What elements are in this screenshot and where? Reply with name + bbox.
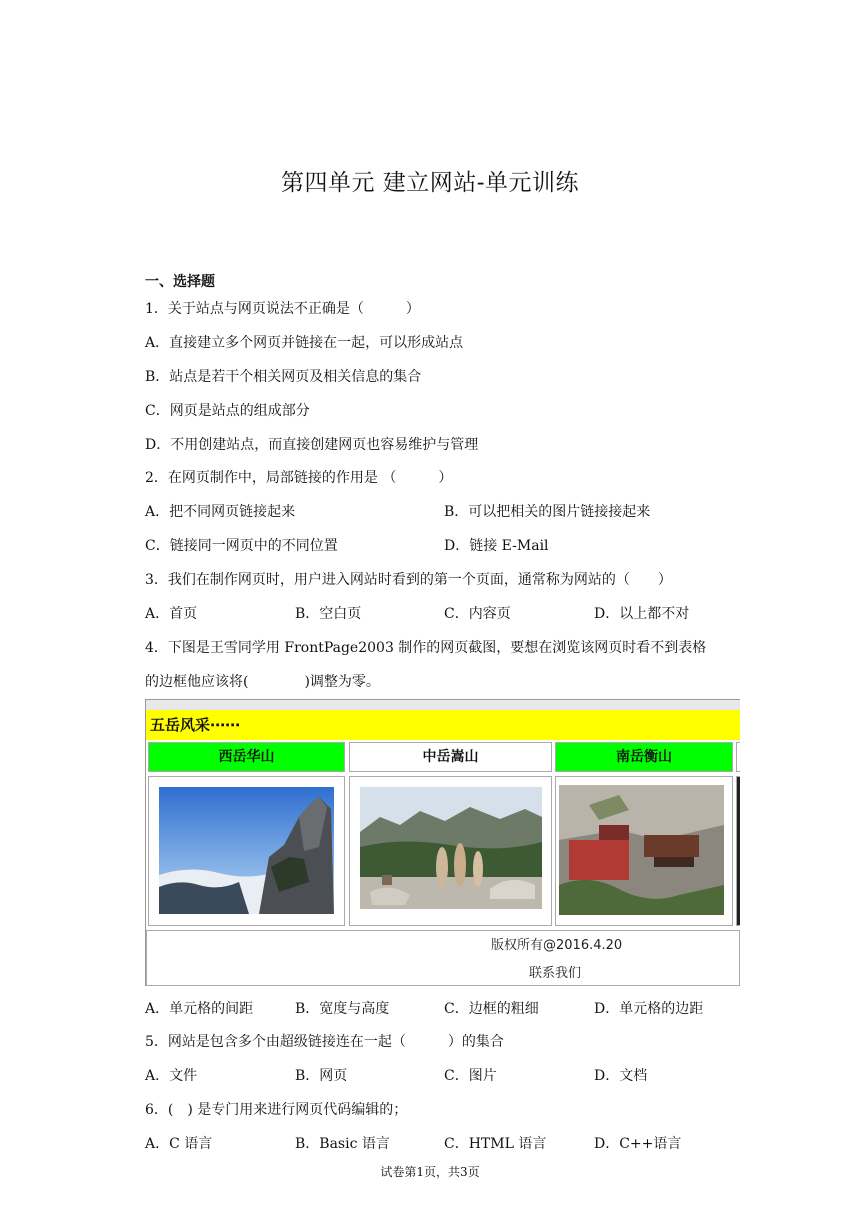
- hengshan-photo: [559, 785, 724, 915]
- document-title: 第四单元 建立网站-单元训练: [280, 170, 580, 196]
- huashan-photo: [159, 787, 334, 914]
- question-6-option-b: B．Basic 语言: [295, 1136, 390, 1152]
- frontpage-screenshot: [145, 699, 740, 986]
- question-4-option-c: C．边框的粗细: [444, 1001, 539, 1017]
- photo-cell-partial: [736, 776, 740, 926]
- question-1-option-d: D．不用创建站点，而直接创建网页也容易维护与管理: [145, 437, 479, 453]
- question-4-option-b: B．宽度与高度: [295, 1001, 390, 1017]
- question-3-stem: 3．我们在制作网页时，用户进入网站时看到的第一个页面，通常称为网站的（ ）: [145, 572, 672, 588]
- question-3-option-a: A．首页: [145, 606, 198, 622]
- screenshot-banner: 五岳风采⋯⋯: [146, 710, 740, 740]
- question-3-option-d: D．以上都不对: [594, 606, 690, 622]
- question-5-option-b: B．网页: [295, 1068, 348, 1084]
- question-2-option-a: A．把不同网页链接起来: [145, 504, 296, 520]
- page-number-footer: 试卷第1页，共3页: [380, 1165, 480, 1179]
- question-1-option-b: B．站点是若干个相关网页及相关信息的集合: [145, 369, 422, 385]
- question-2-option-c: C．链接同一网页中的不同位置: [145, 538, 338, 554]
- question-2-option-d: D．链接 E-Mail: [444, 538, 549, 554]
- screenshot-copyright: 版权所有@2016.4.20: [491, 938, 623, 953]
- header-cell-huashan: 西岳华山: [148, 742, 345, 772]
- photo-cell-songshan: [349, 776, 552, 926]
- question-6-option-d: D．C++语言: [594, 1136, 682, 1152]
- question-6-option-c: C．HTML 语言: [444, 1136, 547, 1152]
- question-4-stem-line1: 4．下图是王雪同学用 FrontPage2003 制作的网页截图，要想在浏览该网页时看不到表格: [145, 640, 707, 656]
- songshan-photo: [360, 787, 542, 909]
- question-4-stem-line2: 的边框他应该将( )调整为零。: [145, 674, 380, 690]
- question-5-option-c: C．图片: [444, 1068, 497, 1084]
- question-1-option-c: C．网页是站点的组成部分: [145, 403, 310, 419]
- section-heading: 一、选择题: [145, 274, 215, 290]
- photo-cell-hengshan: [555, 776, 733, 926]
- question-1-stem: 1．关于站点与网页说法不正确是（ ）: [145, 301, 420, 317]
- header-cell-songshan: 中岳嵩山: [349, 742, 552, 772]
- screenshot-top-strip: [146, 700, 740, 710]
- question-6-stem: 6．( ) 是专门用来进行网页代码编辑的；: [145, 1102, 408, 1118]
- question-1-option-a: A．直接建立多个网页并链接在一起，可以形成站点: [145, 335, 464, 351]
- photo-cell-huashan: [148, 776, 345, 926]
- question-5-stem: 5．网站是包含多个由超级链接连在一起（ ）的集合: [145, 1034, 504, 1050]
- question-2-stem: 2．在网页制作中，局部链接的作用是 （ ）: [145, 470, 453, 486]
- question-4-option-a: A．单元格的间距: [145, 1001, 254, 1017]
- question-2-option-b: B．可以把相关的图片链接接起来: [444, 504, 651, 520]
- question-3-option-b: B．空白页: [295, 606, 362, 622]
- question-5-option-d: D．文档: [594, 1068, 648, 1084]
- question-5-option-a: A．文件: [145, 1068, 198, 1084]
- screenshot-contact: 联系我们: [529, 966, 582, 981]
- header-cell-partial: [736, 742, 740, 772]
- header-cell-hengshan: 南岳衡山: [555, 742, 733, 772]
- question-6-option-a: A．C 语言: [145, 1136, 213, 1152]
- question-4-option-d: D．单元格的边距: [594, 1001, 704, 1017]
- question-3-option-c: C．内容页: [444, 606, 511, 622]
- screenshot-footer: [146, 930, 740, 986]
